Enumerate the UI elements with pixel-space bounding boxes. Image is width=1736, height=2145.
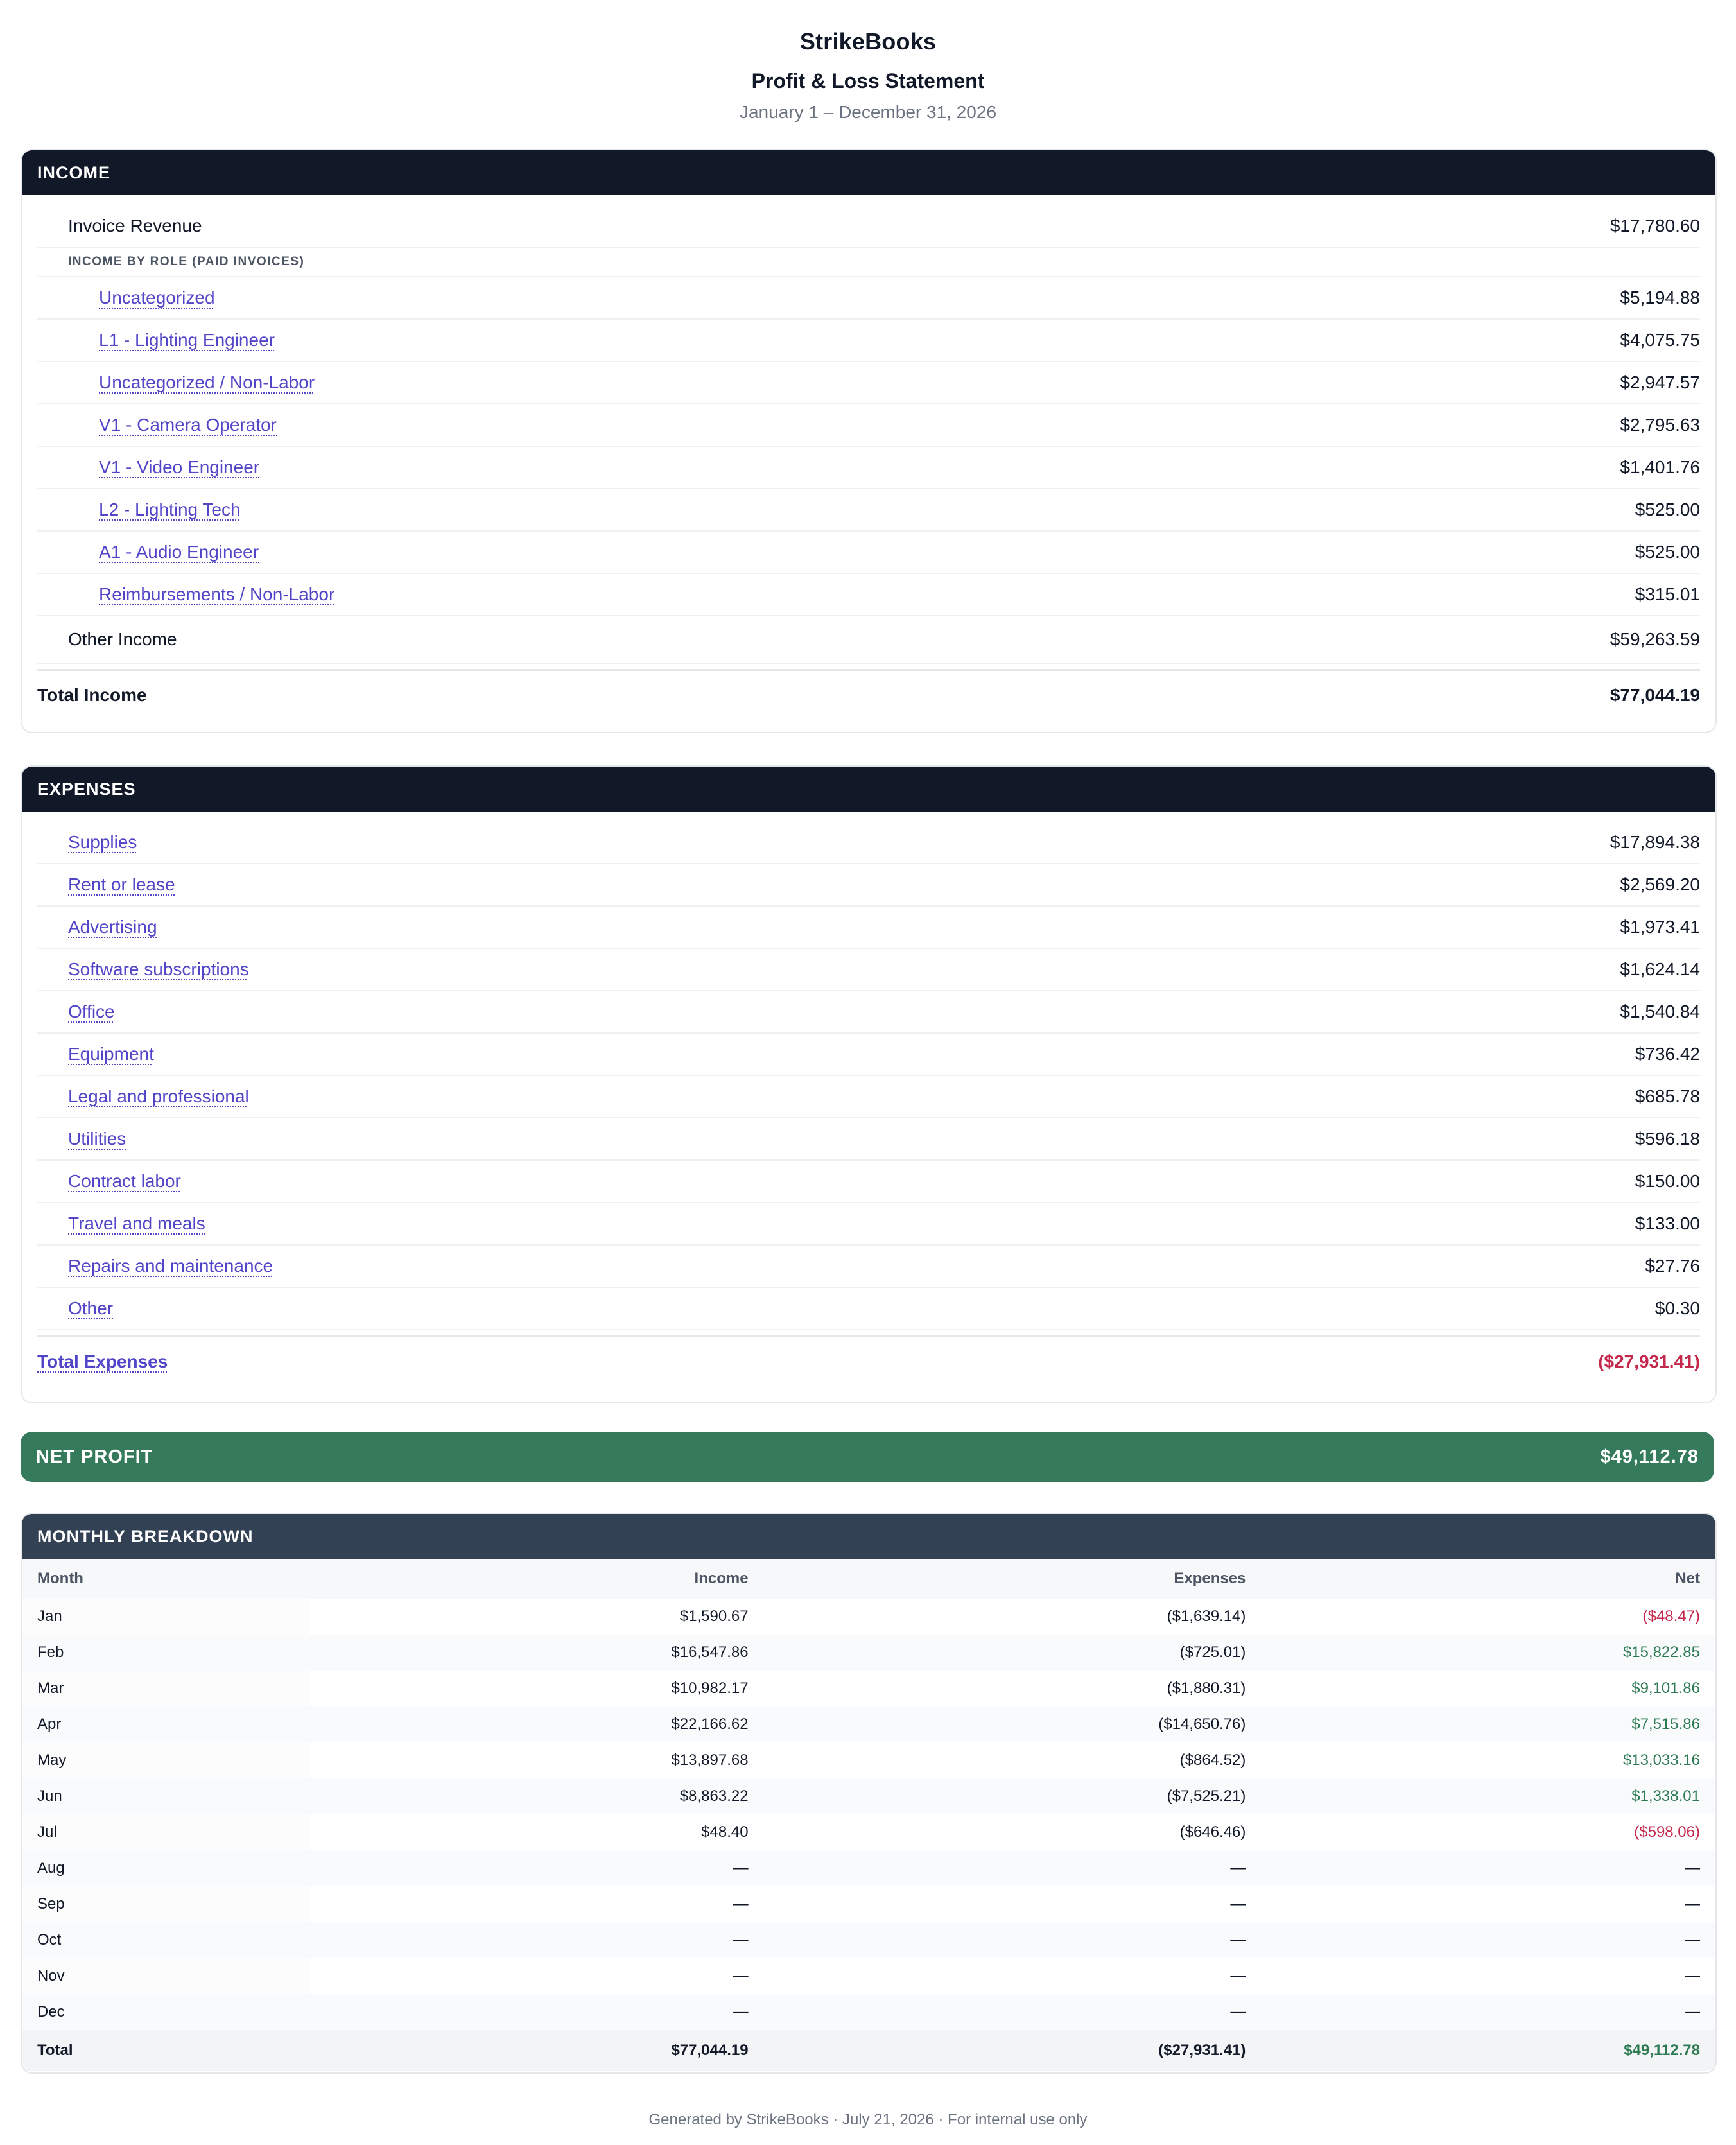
- invoice-revenue-label: Invoice Revenue: [68, 216, 202, 236]
- expense-category-link[interactable]: Office: [68, 1002, 115, 1021]
- total-expenses-link[interactable]: Total Expenses: [37, 1351, 168, 1371]
- total-month-cell: Total: [22, 2030, 309, 2071]
- other-income-row: [37, 616, 1700, 664]
- expenses-cell: —: [764, 1850, 1262, 1886]
- expense-amount: $736.42: [1635, 1044, 1700, 1064]
- expense-row: [37, 1203, 1700, 1246]
- month-cell: Jun: [22, 1778, 309, 1814]
- column-header-income: Income: [309, 1559, 764, 1599]
- income-role-row: [37, 404, 1700, 447]
- expense-category-link[interactable]: Legal and professional: [68, 1086, 249, 1106]
- expenses-header: [22, 767, 1715, 812]
- income-cell: $16,547.86: [309, 1635, 764, 1671]
- income-by-role-label: INCOME BY ROLE (PAID INVOICES): [37, 248, 1700, 277]
- table-row: [22, 1599, 1715, 1635]
- net-cell: $1,338.01: [1261, 1778, 1715, 1814]
- expense-row: [37, 864, 1700, 907]
- month-cell: Oct: [22, 1922, 309, 1958]
- expense-category-link[interactable]: Supplies: [68, 832, 137, 852]
- income-role-link[interactable]: Uncategorized: [99, 288, 215, 308]
- expense-category-link[interactable]: Other: [68, 1298, 114, 1318]
- expense-row: [37, 1288, 1700, 1330]
- net-cell: ($48.47): [1642, 1608, 1700, 1625]
- income-role-row: [37, 362, 1700, 404]
- expenses-cell: ($14,650.76): [764, 1706, 1262, 1742]
- income-role-amount: $5,194.88: [1620, 288, 1700, 308]
- expense-amount: $1,624.14: [1620, 959, 1700, 979]
- month-cell: Dec: [22, 1994, 309, 2030]
- invoice-revenue-amount: $17,780.60: [1610, 216, 1700, 236]
- income-role-link[interactable]: Uncategorized / Non-Labor: [99, 372, 315, 392]
- month-cell: Feb: [22, 1635, 309, 1671]
- invoice-revenue-row: [37, 205, 1700, 248]
- income-cell: $1,590.67: [679, 1608, 749, 1625]
- table-row: [22, 1850, 1715, 1886]
- report-period: January 1 – December 31, 2026: [739, 102, 997, 122]
- table-row: [22, 1886, 1715, 1922]
- month-cell: Jul: [22, 1814, 309, 1850]
- expense-category-link[interactable]: Equipment: [68, 1044, 154, 1064]
- expense-row: [37, 1118, 1700, 1161]
- expenses-cell: ($646.46): [1179, 1823, 1246, 1841]
- report-header: [0, 0, 1736, 123]
- table-row: [22, 1814, 1715, 1850]
- income-role-amount: $4,075.75: [1620, 330, 1700, 350]
- column-header-month: Month: [22, 1559, 309, 1599]
- income-role-amount: $525.00: [1635, 499, 1700, 519]
- table-row: [22, 1671, 1715, 1706]
- income-cell: —: [733, 1895, 749, 1913]
- monthly-breakdown-card: [21, 1513, 1717, 2074]
- expense-category-link[interactable]: Software subscriptions: [68, 959, 249, 979]
- expenses-cell: ($1,880.31): [1167, 1680, 1246, 1697]
- net-cell: —: [1261, 1994, 1715, 2030]
- expense-row: [37, 949, 1700, 991]
- expense-category-link[interactable]: Repairs and maintenance: [68, 1256, 273, 1276]
- expense-amount: $1,540.84: [1620, 1002, 1700, 1021]
- expense-row: [37, 1246, 1700, 1288]
- income-cell: —: [733, 1967, 749, 1984]
- income-role-amount: $525.00: [1635, 542, 1700, 562]
- total-net-cell: $49,112.78: [1261, 2030, 1715, 2071]
- expense-category-link[interactable]: Contract labor: [68, 1171, 181, 1191]
- monthly-breakdown-body: [22, 1599, 1715, 2071]
- income-role-row: [37, 532, 1700, 574]
- table-row: [22, 1778, 1715, 1814]
- net-cell: —: [1261, 1850, 1715, 1886]
- expenses-card: [21, 765, 1717, 1403]
- income-role-amount: $2,947.57: [1620, 372, 1700, 392]
- income-role-amount: $2,795.63: [1620, 415, 1700, 435]
- income-body: [22, 195, 1715, 720]
- income-role-row: [37, 447, 1700, 489]
- table-row: [22, 1922, 1715, 1958]
- income-cell: $13,897.68: [671, 1751, 749, 1769]
- expense-amount: $27.76: [1645, 1256, 1700, 1276]
- column-header-net: Net: [1261, 1559, 1715, 1599]
- net-cell: —: [1685, 1895, 1700, 1913]
- income-role-link[interactable]: L1 - Lighting Engineer: [99, 330, 275, 350]
- net-cell: $7,515.86: [1261, 1706, 1715, 1742]
- net-profit-bar: [21, 1432, 1714, 1482]
- income-card: [21, 149, 1717, 733]
- expense-row: [37, 1076, 1700, 1118]
- table-row: [22, 1994, 1715, 2030]
- income-cell: $48.40: [701, 1823, 749, 1841]
- monthly-breakdown-header: [22, 1514, 1715, 1559]
- income-cell: $8,863.22: [309, 1778, 764, 1814]
- expenses-cell: ($864.52): [1179, 1751, 1246, 1769]
- income-role-amount: $1,401.76: [1620, 457, 1700, 477]
- month-cell: Mar: [22, 1671, 309, 1706]
- month-cell: Aug: [22, 1850, 309, 1886]
- expense-row: [37, 1161, 1700, 1203]
- month-cell: Sep: [22, 1886, 309, 1922]
- total-income-label: Total Income: [37, 685, 147, 705]
- income-cell: $22,166.62: [309, 1706, 764, 1742]
- monthly-breakdown-table: [22, 1559, 1715, 2071]
- expenses-cell: —: [764, 1994, 1262, 2030]
- expense-category-link[interactable]: Advertising: [68, 917, 157, 937]
- expense-amount: $133.00: [1635, 1213, 1700, 1233]
- expense-category-link[interactable]: Rent or lease: [68, 874, 175, 894]
- income-role-link[interactable]: A1 - Audio Engineer: [99, 542, 259, 562]
- month-cell: May: [22, 1742, 309, 1778]
- expenses-body: [22, 812, 1715, 1386]
- expense-amount: $685.78: [1635, 1086, 1700, 1106]
- total-expenses-amount: ($27,931.41): [1598, 1351, 1700, 1371]
- expenses-cell: —: [1230, 1895, 1246, 1913]
- month-cell: Jan: [22, 1599, 309, 1635]
- income-header: [22, 150, 1715, 195]
- net-cell: —: [1261, 1922, 1715, 1958]
- income-role-row: [37, 320, 1700, 362]
- report-footer: Generated by StrikeBooks · July 21, 2026 · For internal use only: [648, 2111, 1088, 2128]
- expense-row: [37, 907, 1700, 949]
- month-cell: Apr: [22, 1706, 309, 1742]
- expense-amount: $150.00: [1635, 1171, 1700, 1191]
- total-income-cell: $77,044.19: [309, 2030, 764, 2071]
- column-header-expenses: Expenses: [764, 1559, 1262, 1599]
- expenses-cell: —: [1230, 1967, 1246, 1984]
- expenses-title: EXPENSES: [37, 779, 136, 799]
- expense-amount: $0.30: [1654, 1298, 1700, 1318]
- table-total-row: [22, 2030, 1715, 2071]
- income-role-link[interactable]: L2 - Lighting Tech: [99, 499, 241, 519]
- expenses-cell: ($725.01): [764, 1635, 1262, 1671]
- expense-amount: $596.18: [1635, 1129, 1700, 1149]
- expense-list: [37, 822, 1700, 1330]
- income-role-list: [37, 277, 1700, 616]
- expense-row: [37, 1034, 1700, 1076]
- expense-amount: $2,569.20: [1620, 874, 1700, 894]
- expenses-cell: —: [764, 1922, 1262, 1958]
- total-income-row: [37, 669, 1700, 720]
- income-role-link[interactable]: Reimbursements / Non-Labor: [99, 584, 335, 604]
- other-income-label: Other Income: [68, 629, 177, 649]
- monthly-breakdown-title: MONTHLY BREAKDOWN: [37, 1526, 254, 1546]
- income-role-row: [37, 277, 1700, 320]
- expense-row: [37, 991, 1700, 1034]
- income-role-row: [37, 574, 1700, 616]
- company-name: StrikeBooks: [799, 28, 937, 55]
- income-role-link[interactable]: V1 - Video Engineer: [99, 457, 260, 477]
- table-row: [22, 1742, 1715, 1778]
- income-role-link[interactable]: V1 - Camera Operator: [99, 415, 277, 435]
- net-cell: $15,822.85: [1261, 1635, 1715, 1671]
- table-row: [22, 1958, 1715, 1994]
- expense-amount: $17,894.38: [1610, 832, 1700, 852]
- net-profit-label: NET PROFIT: [36, 1446, 153, 1467]
- expense-amount: $1,973.41: [1620, 917, 1700, 937]
- income-cell: —: [309, 1994, 764, 2030]
- expenses-cell: ($7,525.21): [764, 1778, 1262, 1814]
- total-expenses-row: [37, 1335, 1700, 1386]
- total-income-amount: $77,044.19: [1610, 685, 1700, 705]
- expense-category-link[interactable]: Travel and meals: [68, 1213, 205, 1233]
- expenses-cell: ($1,639.14): [1167, 1608, 1246, 1625]
- other-income-amount: $59,263.59: [1610, 629, 1700, 649]
- income-role-row: [37, 489, 1700, 532]
- net-cell: $13,033.16: [1622, 1751, 1700, 1769]
- income-cell: $10,982.17: [671, 1680, 749, 1697]
- expense-row: [37, 822, 1700, 864]
- statement-title: Profit & Loss Statement: [751, 69, 985, 92]
- table-header-row: [22, 1559, 1715, 1599]
- income-title: INCOME: [37, 162, 110, 182]
- income-role-amount: $315.01: [1635, 584, 1700, 604]
- month-cell: Nov: [22, 1958, 309, 1994]
- net-cell: $9,101.86: [1631, 1680, 1700, 1697]
- net-cell: ($598.06): [1634, 1823, 1700, 1841]
- expense-category-link[interactable]: Utilities: [68, 1129, 126, 1149]
- table-row: [22, 1706, 1715, 1742]
- net-profit-amount: $49,112.78: [1600, 1446, 1699, 1467]
- total-expenses-cell: ($27,931.41): [764, 2030, 1262, 2071]
- net-cell: —: [1685, 1967, 1700, 1984]
- table-row: [22, 1635, 1715, 1671]
- income-cell: —: [309, 1922, 764, 1958]
- income-cell: —: [309, 1850, 764, 1886]
